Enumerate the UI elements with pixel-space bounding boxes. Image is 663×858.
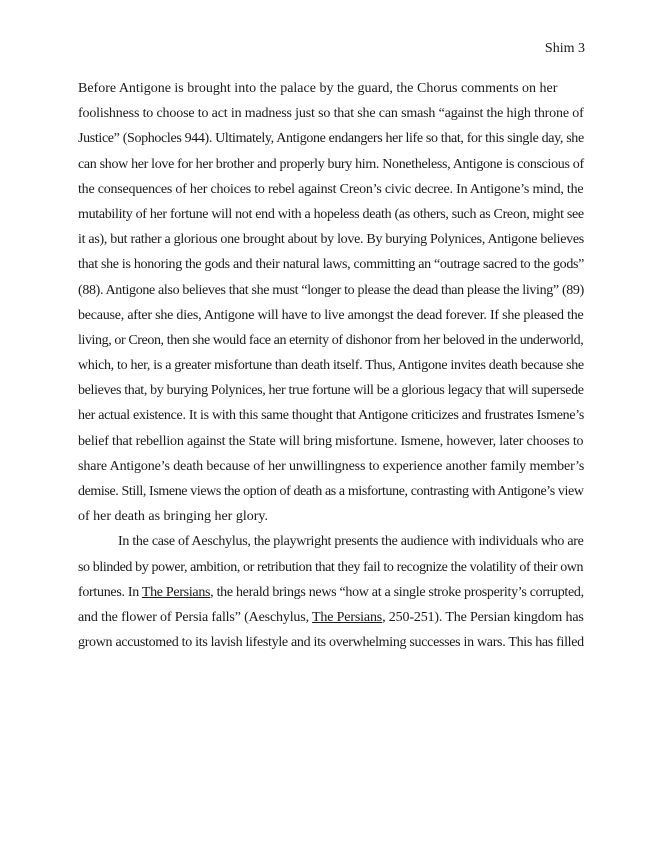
work-title: The Persians (141, 584, 211, 600)
text-line: so blinded by power, ambition, or retribution that they fail to recognize the volatility of their own (78, 559, 584, 575)
text-line: can show her love for her brother and properly bury him. Nonetheless, Antigone is conscious of (78, 156, 584, 172)
text-line: believes that, by burying Polynices, her true fortune will be a glorious legacy that will supersede (78, 383, 584, 399)
paragraph (78, 529, 585, 655)
text-run: , the herald brings news “how at a single stroke prosperity’s corrupted, (210, 584, 584, 600)
page-header (545, 40, 585, 58)
work-title: The Persians (312, 609, 383, 625)
text-line: because, after she dies, Antigone will have to live amongst the dead forever. If she pleased the (78, 307, 584, 323)
text-line: grown accustomed to its lavish lifestyle and its overwhelming successes in wars. This has filled (78, 635, 584, 651)
text-line: Justice” (Sophocles 944). Ultimately, Antigone endangers her life so that, for this single day, she (78, 131, 584, 147)
text-line: her actual existence. It is with this same thought that Antigone criticizes and frustrates Ismene’s (78, 408, 585, 424)
text-line: it as), but rather a glorious one brought about by love. By burying Polynices, Antigone believes (78, 232, 584, 248)
text-line: belief that rebellion against the State will bring misfortune. Ismene, however, later chooses to (78, 433, 584, 449)
paragraph (78, 76, 585, 529)
text-line: mutability of her fortune will not end with a hopeless death (as others, such as Creon, might see (78, 206, 584, 222)
text-line: demise. Still, Ismene views the option of death as a misfortune, contrasting with Antigone’s view (78, 484, 584, 499)
text-line: that she is honoring the gods and their natural laws, committing an “outrage sacred to the gods” (78, 257, 585, 273)
text-run: , 250-251). The Persian kingdom has (382, 609, 584, 625)
text-line: foolishness to choose to act in madness just so that she can smash “against the high throne of (78, 106, 584, 122)
text-line: Before Antigone is brought into the palace by the guard, the Chorus comments on her (78, 81, 558, 96)
text-line: of her death as bringing her glory. (78, 509, 268, 525)
body-text (78, 76, 585, 655)
text-run: and the flower of Persia falls” (Aeschylus, (78, 609, 313, 625)
text-line: the consequences of her choices to rebel against Creon’s civic decree. In Antigone’s mind, the (78, 181, 584, 197)
page-number: Shim 3 (544, 41, 585, 56)
text-line: In the case of Aeschylus, the playwright presents the audience with individuals who are (118, 534, 584, 550)
text-line: living, or Creon, then she would face an eternity of dishonor from her beloved in the underworld, (78, 332, 584, 348)
text-line: which, to her, is a greater misfortune than death itself. Thus, Antigone invites death because she (78, 358, 584, 374)
text-line (78, 605, 585, 630)
text-line: (88). Antigone also believes that she must “longer to please the dead than please the living” (89) (78, 282, 584, 298)
text-line: share Antigone’s death because of her unwillingness to experience another family member’s (78, 458, 585, 474)
text-line (78, 580, 585, 605)
text-run: fortunes. In (78, 584, 142, 600)
